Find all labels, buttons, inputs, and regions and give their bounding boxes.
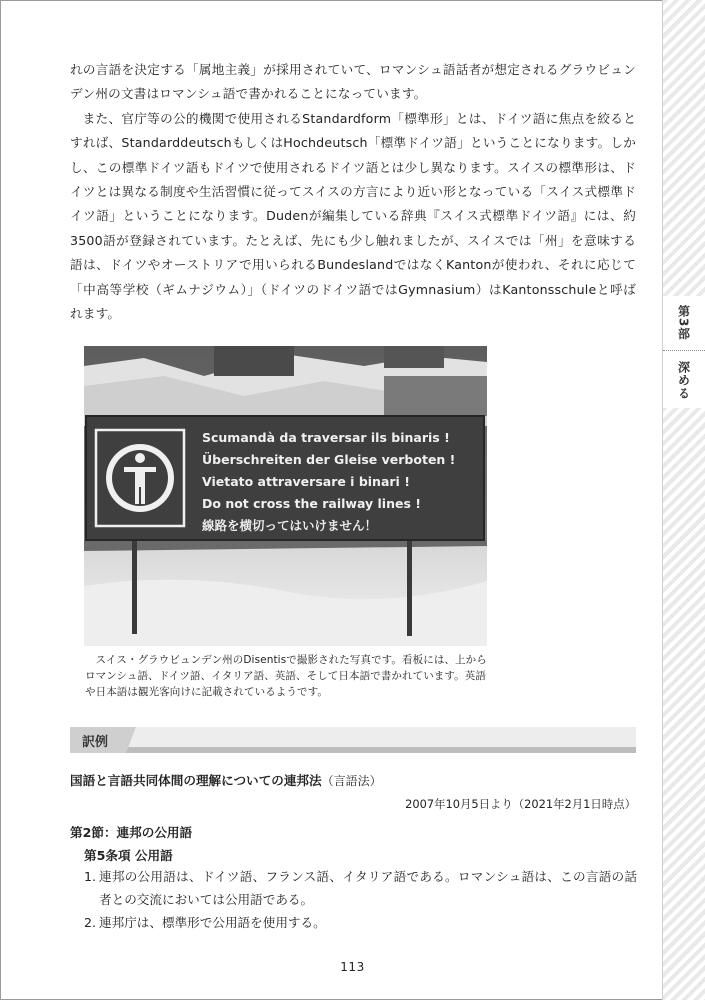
list-item [84, 865, 637, 911]
paragraph: れの言語を決定する「属地主義」が採用されていて、ロマンシュ語話者が想定されるグラウビュンデン州の文書はロマンシュ語で書かれることになっています。 [70, 62, 636, 102]
law-title-text: 国語と言語共同体間の理解についての連邦法 [70, 773, 322, 788]
item-number: 2. [84, 915, 97, 930]
sign-line-italian: Vietato attraversare i binari ! [202, 474, 410, 489]
sign-line-english: Do not cross the railway lines ! [202, 496, 421, 511]
paragraph: また、官庁等の公的機関で使用されるStandardform「標準形」とは、ドイツ語に焦点を絞るとすれば、StandarddeutschもしくはHochdeutsch「標準ドイツ語」ということになります。しかし、この標準ドイツ語もドイツで使用されるドイツ語とは少し異なります。スイスの標準形は、ドイツとは異なる制度や生活習慣に従ってスイスの方言により近い形となっている「スイス式標準ドイツ語」ということになります。Dudenが編集している辞典『スイス式標準ドイツ語』には、約3500語が登録されています。たとえば、先にも少し触れましたが、スイスでは「州」を意味する語は、ドイツやオーストリアで用いられるBundeslandではなくKantonが使われ、それに応じて「中高等学校（ギムナジウム）」（ドイツのドイツ語ではGymnasium）はKantonsschuleと呼ばれます。 [70, 110, 636, 322]
part-label: 第3部 [676, 305, 691, 341]
section-bar [70, 727, 636, 753]
photo-caption: スイス・グラウビュンデン州のDisentisで撮影された写真です。看板には、上からロマンシュ語、ドイツ語、イタリア語、英語、そして日本語で書かれています。英語や日本語は観光客向けに記載されているようです。 [85, 654, 487, 698]
sign-line-japanese: 線路を横切ってはいけません！ [202, 518, 378, 533]
sign-photo-image [84, 346, 487, 646]
chapter-tab-title [663, 352, 705, 408]
law-title [70, 770, 382, 789]
page-number: 113 [340, 960, 365, 974]
item-text: 連邦庁は、標準形で公用語を使用する。 [99, 915, 326, 930]
section-label: 訳例 [70, 727, 126, 753]
item-number: 1. [84, 869, 97, 884]
body-text [70, 58, 636, 326]
chapter-tab [662, 296, 705, 408]
article-list [84, 865, 637, 934]
sign-line-german: Überschreiten der Gleise verboten ! [202, 452, 456, 467]
item-text: 連邦の公用語は、ドイツ語、フランス語、イタリア語である。ロマンシュ語は、この言語の話者との交流においては公用語である。 [99, 869, 637, 907]
sign-line-romansh: Scumandà da traversar ils binaris ! [202, 430, 450, 445]
section-heading: 第2節：連邦の公用語 [70, 825, 193, 840]
side-strip [662, 0, 705, 1000]
law-short-name: （言語法） [321, 774, 382, 788]
part-title: 深める [676, 360, 691, 400]
sign-photo [84, 346, 487, 646]
article-heading: 第5条項 公用語 [84, 848, 173, 863]
list-item [84, 911, 637, 934]
chapter-tab-part [663, 296, 705, 351]
law-date: 2007年10月5日より（2021年2月1日時点） [405, 797, 636, 811]
